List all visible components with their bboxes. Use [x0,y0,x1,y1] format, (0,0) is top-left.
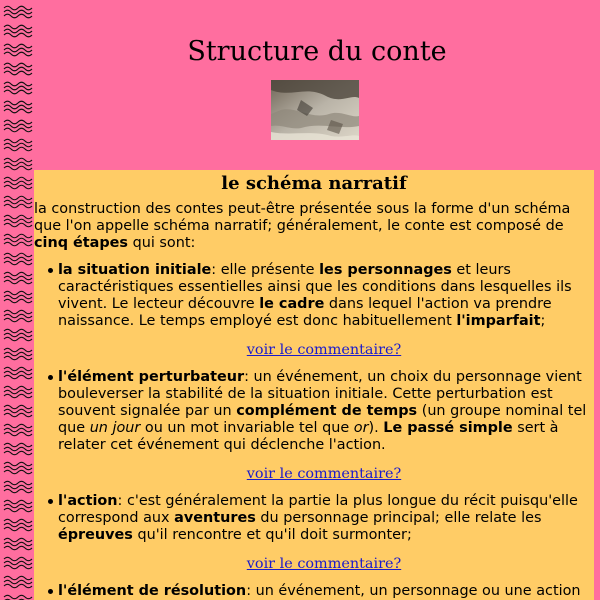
squiggle-mark [4,261,32,265]
squiggle-mark [4,14,32,18]
squiggle-mark [4,29,32,33]
squiggle-mark [4,223,32,227]
rocky-landscape-photo [271,80,359,140]
squiggle-mark [4,310,32,314]
squiggle-mark [4,542,32,546]
squiggle-mark [4,147,32,151]
squiggle-border-decoration [0,0,34,600]
squiggle-mark [4,253,32,257]
text-fragment: : un événement, un personnage ou une action [246,583,581,599]
bold-term: l'élément de résolution [58,583,247,599]
squiggle-mark [4,291,32,295]
view-commentary-link[interactable]: voir le commentaire? [246,466,402,482]
step-description [58,262,590,330]
squiggle-mark [4,234,32,238]
squiggle-mark [4,158,32,162]
squiggle-mark [4,576,32,580]
squiggle-mark [4,371,32,375]
squiggle-mark [4,314,32,318]
squiggle-mark [4,424,32,428]
section-heading: le schéma narratif [221,173,407,194]
squiggle-mark [4,443,32,447]
squiggle-mark [4,451,32,455]
squiggle-mark [4,375,32,379]
text-fragment: dans lequel l'action va prendre naissance. Le temps employé est donc habituellement [58,296,552,329]
squiggle-mark [4,48,32,52]
squiggle-mark [4,470,32,474]
squiggle-mark [4,101,32,105]
squiggle-mark [4,394,32,398]
squiggle-mark [4,109,32,113]
squiggle-mark [4,257,32,261]
squiggle-mark [4,561,32,565]
text-fragment: ou un mot invariable tel que [140,420,354,436]
squiggle-mark [4,71,32,75]
text-fragment: : c'est généralement la partie la plus longue du récit puisqu'elle correspond aux [58,493,578,526]
squiggle-mark [4,33,32,37]
squiggle-mark [4,481,32,485]
squiggle-mark [4,489,32,493]
squiggle-mark [4,124,32,128]
bold-term: cinq étapes [34,235,128,251]
narrative-step-3 [48,493,594,573]
squiggle-mark [4,432,32,436]
squiggle-mark [4,527,32,531]
squiggle-mark [4,105,32,109]
squiggle-mark [4,143,32,147]
text-fragment: ; [540,313,546,329]
squiggle-mark [4,500,32,504]
squiggle-mark [4,299,32,303]
squiggle-mark [4,504,32,508]
squiggle-mark [4,238,32,242]
squiggle-mark [4,523,32,527]
content-panel [34,170,594,600]
squiggle-mark [4,120,32,124]
narrative-steps-list [34,262,594,600]
bold-term: la situation initiale [58,262,212,278]
squiggle-mark [4,166,32,170]
bold-term: l'action [58,493,118,509]
squiggle-mark [4,337,32,341]
bold-term: aventures [174,510,256,526]
squiggle-mark [4,204,32,208]
bold-term: complément de temps [236,403,418,419]
squiggle-mark [4,295,32,299]
squiggle-mark [4,447,32,451]
squiggle-mark [4,63,32,67]
squiggle-mark [4,508,32,512]
intro-paragraph [34,201,594,252]
bold-term: l'élément perturbateur [58,369,245,385]
squiggle-mark [4,428,32,432]
squiggle-mark [4,82,32,86]
squiggle-mark [4,584,32,588]
view-commentary-link[interactable]: voir le commentaire? [246,342,402,358]
squiggle-mark [4,538,32,542]
narrative-step-1 [48,262,594,359]
bold-term: épreuves [58,527,133,543]
squiggle-mark [4,90,32,94]
squiggle-mark [4,462,32,466]
text-fragment: (un groupe nominal tel que [58,403,587,436]
squiggle-mark [4,219,32,223]
squiggle-mark [4,580,32,584]
squiggle-mark [4,352,32,356]
view-commentary-link[interactable]: voir le commentaire? [246,556,402,572]
squiggle-mark [4,181,32,185]
squiggle-mark [4,215,32,219]
squiggle-mark [4,409,32,413]
squiggle-mark [4,162,32,166]
squiggle-mark [4,177,32,181]
text-fragment: du personnage principal; elle relate les [255,510,542,526]
squiggle-mark [4,367,32,371]
italic-term: or [353,420,369,436]
step-description [58,369,590,454]
squiggle-mark [4,6,32,10]
squiggle-mark [4,318,32,322]
squiggle-mark [4,485,32,489]
squiggle-mark [4,390,32,394]
bold-term: les personnages [319,262,452,278]
squiggle-mark [4,405,32,409]
squiggle-mark [4,200,32,204]
squiggle-mark [4,333,32,337]
squiggle-mark [4,557,32,561]
squiggle-mark [4,25,32,29]
squiggle-mark [4,519,32,523]
squiggle-mark [4,128,32,132]
squiggle-mark [4,386,32,390]
squiggle-mark [4,595,32,599]
text-fragment: qui sont: [128,235,196,251]
squiggle-mark [4,67,32,71]
squiggle-mark [4,348,32,352]
italic-term: un jour [89,420,141,436]
squiggle-mark [4,10,32,14]
squiggle-mark [4,242,32,246]
squiggle-mark [4,52,32,56]
bold-term: le cadre [259,296,325,312]
text-fragment: sert à relater cet événement qui déclenche l'action. [58,420,559,453]
squiggle-mark [4,329,32,333]
squiggle-mark [4,44,32,48]
narrative-step-2 [48,369,594,483]
text-fragment: : un événement, un choix du personnage vient bouleverser la stabilité de la situation initiale. Cette perturbation est souvent signalée par un [58,369,582,419]
page-title: Structure du conte [187,36,447,67]
narrative-step-4 [48,583,594,600]
squiggle-mark [4,196,32,200]
squiggle-mark [4,356,32,360]
squiggle-mark [4,276,32,280]
squiggle-mark [4,565,32,569]
squiggle-mark [4,272,32,276]
squiggle-mark [4,185,32,189]
text-fragment: et leurs caractéristiques essentielles ainsi que les conditions dans lesquelles ils vivent. Le lecteur découvre [58,262,572,312]
text-fragment: qu'il rencontre et qu'il doit surmonter; [132,527,412,543]
text-fragment: la construction des contes peut-être présentée sous la forme d'un schéma que l'on appelle schéma narratif; généralement, le conte est composé de [34,201,571,234]
text-fragment: : elle présente [211,262,320,278]
squiggle-mark [4,466,32,470]
step-description [58,493,590,544]
step-description [58,583,590,600]
squiggle-mark [4,413,32,417]
squiggle-mark [4,86,32,90]
squiggle-mark [4,280,32,284]
bold-term: Le passé simple [383,420,513,436]
bold-term: l'imparfait [456,313,541,329]
text-fragment: ). [368,420,384,436]
squiggle-mark [4,546,32,550]
squiggle-mark [4,139,32,143]
